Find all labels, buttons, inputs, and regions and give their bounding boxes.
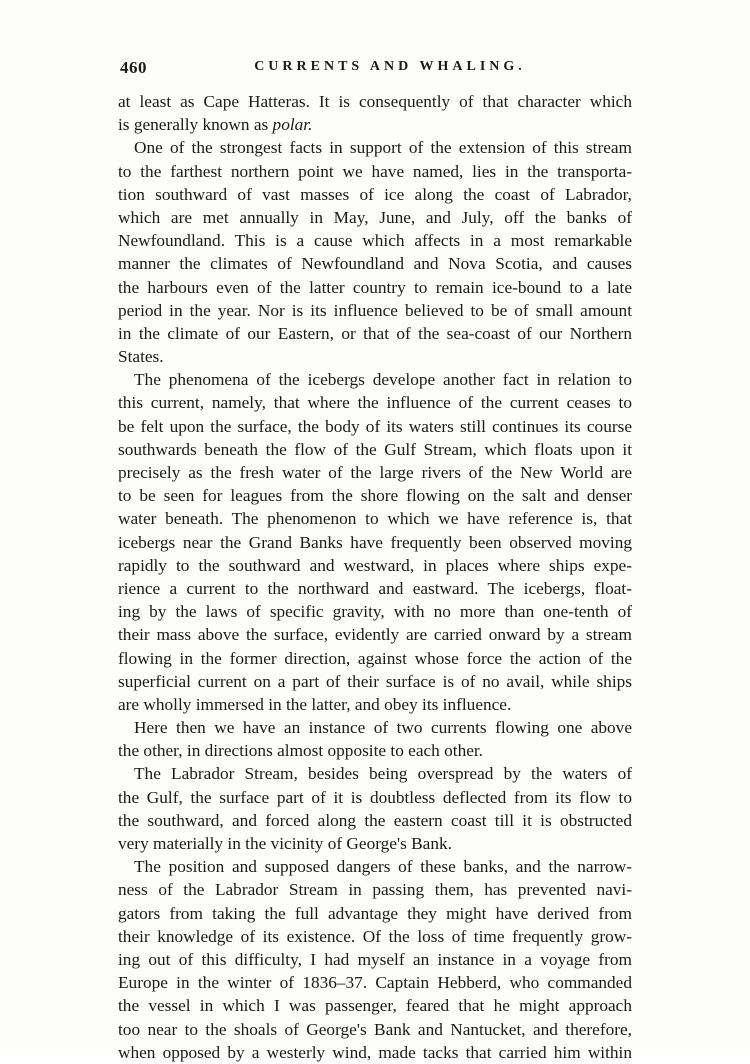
text-line: their knowledge of its existence. Of the loss of time frequently grow- — [118, 926, 632, 946]
text-line: the southward, and forced along the eastern coast till it is obstructed — [118, 810, 632, 830]
body-text — [118, 90, 632, 1064]
text-line: in the climate of our Eastern, or that of the sea-coast of our Northern — [118, 323, 632, 343]
text-line: The position and supposed dangers of these banks, and the narrow- — [134, 857, 632, 877]
text-line: the Gulf, the surface part of it is doubtless deflected from its flow to — [118, 787, 632, 807]
paragraph — [118, 762, 632, 855]
text-line: The Labrador Stream, besides being overspread by the waters of — [134, 764, 632, 784]
text-line: Newfoundland. This is a cause which affects in a most remarkable — [118, 231, 632, 251]
text-line: to the farthest northern point we have named, lies in the transporta- — [118, 161, 632, 181]
paragraph — [118, 136, 632, 368]
text-line: at least as Cape Hatteras. It is consequently of that character which — [118, 92, 632, 111]
paragraph — [118, 716, 632, 762]
text-line: which are met annually in May, June, and July, off the banks of — [118, 207, 632, 227]
text-line: when opposed by a westerly wind, made tacks that carried him within — [118, 1042, 632, 1062]
text-line: too near to the shoals of George's Bank and Nantucket, and therefore, — [118, 1019, 632, 1039]
text-line: to be seen for leagues from the shore flowing on the salt and denser — [118, 486, 632, 506]
text-line: be felt upon the surface, the body of its waters still continues its course — [118, 416, 632, 436]
paragraph — [118, 855, 632, 1064]
text-line: States. — [118, 347, 164, 367]
text-line: One of the strongest facts in support of the extension of this stream — [134, 138, 632, 158]
text-line: tion southward of vast masses of ice along the coast of Labrador, — [118, 184, 632, 204]
text-line: manner the climates of Newfoundland and Nova Scotia, and causes — [118, 254, 632, 274]
italic-word: polar. — [272, 115, 313, 135]
text-line: the harbours even of the latter country to remain ice-bound to a late — [118, 277, 632, 297]
text-span: is generally known as — [118, 115, 269, 135]
paragraph — [118, 90, 632, 136]
text-line: ing out of this difficulty, I had myself an instance in a voyage from — [118, 949, 632, 969]
text-line: southwards beneath the flow of the Gulf Stream, which floats upon it — [118, 439, 632, 459]
paragraph — [118, 368, 632, 716]
text-line: very materially in the vicinity of George's Bank. — [118, 834, 452, 853]
text-line — [118, 113, 632, 136]
text-line: rience a current to the northward and eastward. The icebergs, float- — [118, 578, 632, 598]
text-line: Europe in the winter of 1836–37. Captain Hebberd, who commanded — [118, 973, 632, 993]
running-head — [120, 58, 630, 80]
text-line: this current, namely, that where the influence of the current ceases to — [118, 393, 632, 413]
running-title: CURRENTS AND WHALING. — [254, 59, 526, 74]
text-line: water beneath. The phenomenon to which we have reference is, that — [118, 509, 632, 529]
text-line: the other, in directions almost opposite to each other. — [118, 741, 484, 761]
text-line: ness of the Labrador Stream in passing them, has prevented navi- — [118, 880, 632, 900]
text-line: ing by the laws of specific gravity, with no more than one-tenth of — [118, 602, 632, 622]
text-line: flowing in the former direction, against whose force the action of the — [118, 648, 632, 668]
text-line: rapidly to the southward and westward, in places where ships expe- — [118, 555, 632, 575]
page-number: 460 — [120, 58, 147, 77]
text-line: superficial current on a part of their surface is of no avail, while ships — [118, 671, 632, 691]
text-line: are wholly immersed in the latter, and obey its influence. — [118, 694, 512, 714]
text-line: gators from taking the full advantage they might have derived from — [118, 903, 632, 923]
text-line: The phenomena of the icebergs develope another fact in relation to — [134, 370, 632, 390]
text-line: their mass above the surface, evidently are carried onward by a stream — [118, 625, 632, 645]
text-line: period in the year. Nor is its influence believed to be of small amount — [118, 300, 632, 320]
text-line: precisely as the fresh water of the large rivers of the New World are — [118, 463, 632, 482]
text-line: icebergs near the Grand Banks have frequently been observed moving — [118, 532, 632, 552]
text-line: Here then we have an instance of two currents flowing one above — [134, 718, 632, 738]
text-line: the vessel in which I was passenger, feared that he might approach — [118, 996, 632, 1016]
